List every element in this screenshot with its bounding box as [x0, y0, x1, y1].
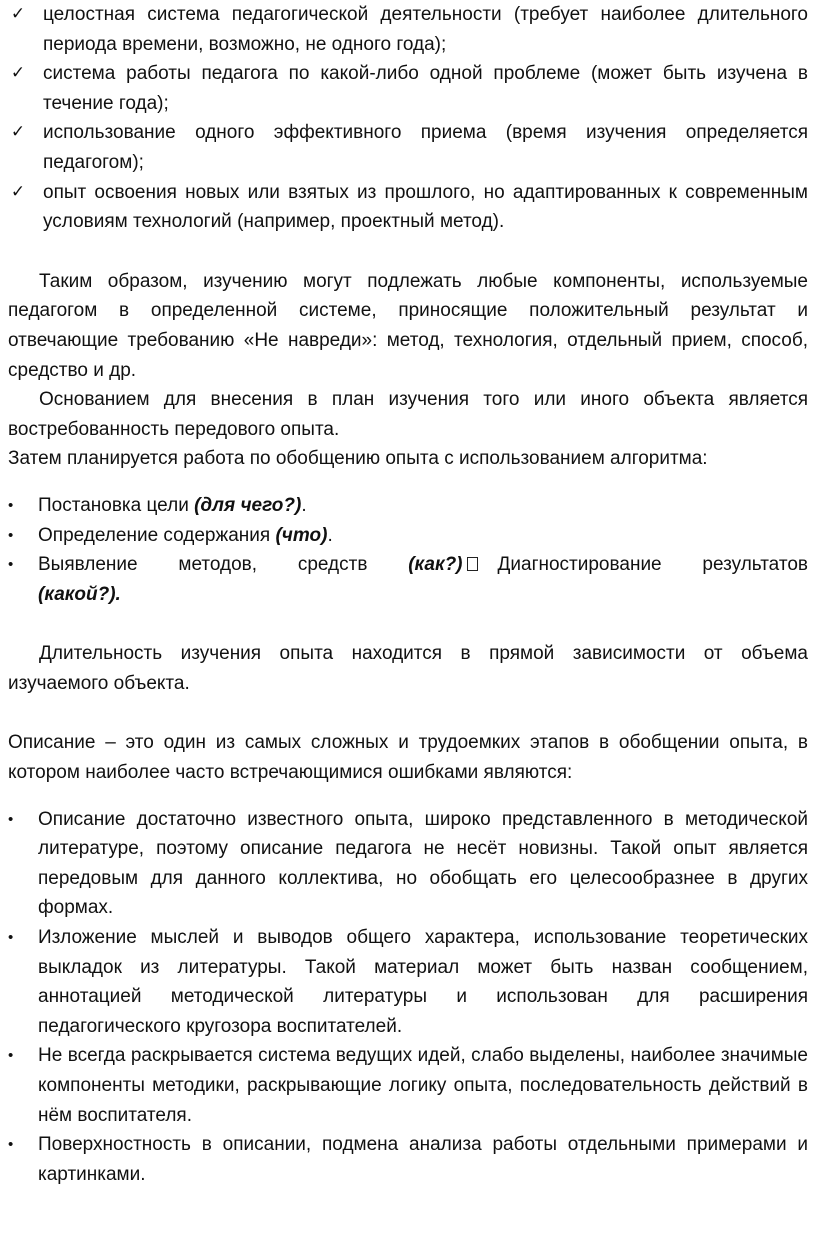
- list-item: ✓ система работы педагога по какой-либо одной проблеме (может быть изучена в течение года);: [8, 59, 808, 118]
- algorithm-list: [8, 491, 808, 609]
- bullet-icon: •: [8, 810, 14, 828]
- list-item: • Изложение мыслей и выводов общего характера, использование теоретических выкладок из литературы. Такой материал может быть назван сообщением, аннотацией методической литературы и использован для расширения педагогического кругозора воспитателей.: [8, 923, 808, 1041]
- paragraph-summary: Таким образом, изучению могут подлежать любые компоненты, используемые педагогом в определенной системе, приносящие положительный результат и отвечающие требованию «Не навреди»: метод, технология, отдельный прием, способ, средство и др.: [8, 270, 808, 381]
- paragraph-basis: Основанием для внесения в план изучения того или иного объекта является востребованность передового опыта.: [8, 389, 808, 440]
- bullet-icon: •: [8, 929, 14, 947]
- paragraph-algorithm-intro: Затем планируется работа по обобщению опыта с использованием алгоритма:: [8, 448, 708, 470]
- list-item: • Выявление методов, средств (как?) Диагностирование результатов (какой?).: [8, 550, 808, 609]
- checkmark-icon: ✓: [10, 122, 26, 143]
- checkmark-icon: ✓: [10, 63, 26, 84]
- bullet-icon: •: [8, 496, 14, 514]
- list-item: ✓ использование одного эффективного приема (время изучения определяется педагогом);: [8, 118, 808, 177]
- checkmark-icon: ✓: [10, 181, 26, 202]
- checkmark-icon: ✓: [10, 4, 26, 24]
- list-item: • Постановка цели (для чего?).: [8, 491, 808, 521]
- list-item: ✓ целостная система педагогической деятельности (требует наиболее длительного периода времени, возможно, не одного года);: [8, 0, 808, 59]
- paragraph-duration: Длительность изучения опыта находится в прямой зависимости от объема изучаемого объекта.: [8, 643, 808, 694]
- bullet-icon: •: [8, 526, 14, 544]
- box-glyph-icon: [467, 557, 478, 571]
- list-item: ✓ опыт освоения новых или взятых из прошлого, но адаптированных к современным условиям технологий (например, проектный метод).: [8, 178, 808, 237]
- list-item: • Не всегда раскрывается система ведущих идей, слабо выделены, наиболее значимые компоненты методики, раскрывающие логику опыта, последовательность действий в нём воспитателя.: [8, 1041, 808, 1130]
- bullet-icon: •: [8, 556, 14, 574]
- list-item: • Описание достаточно известного опыта, широко представленного в методической литературе, поэтому описание педагога не несёт новизны. Такой опыт является передовым для данного коллектива, но обобщать его целесообразнее в других формах.: [8, 805, 808, 923]
- bullet-icon: •: [8, 1136, 14, 1154]
- list-item: • Поверхностность в описании, подмена анализа работы отдельными примерами и картинками.: [8, 1130, 808, 1189]
- paragraph-description: Описание – это один из самых сложных и трудоемких этапов в обобщении опыта, в котором наиболее часто встречающимися ошибками являются:: [8, 732, 808, 784]
- bullet-icon: •: [8, 1047, 14, 1065]
- experience-types-list: [8, 0, 808, 237]
- list-item: • Определение содержания (что).: [8, 521, 808, 551]
- errors-list: [8, 805, 808, 1190]
